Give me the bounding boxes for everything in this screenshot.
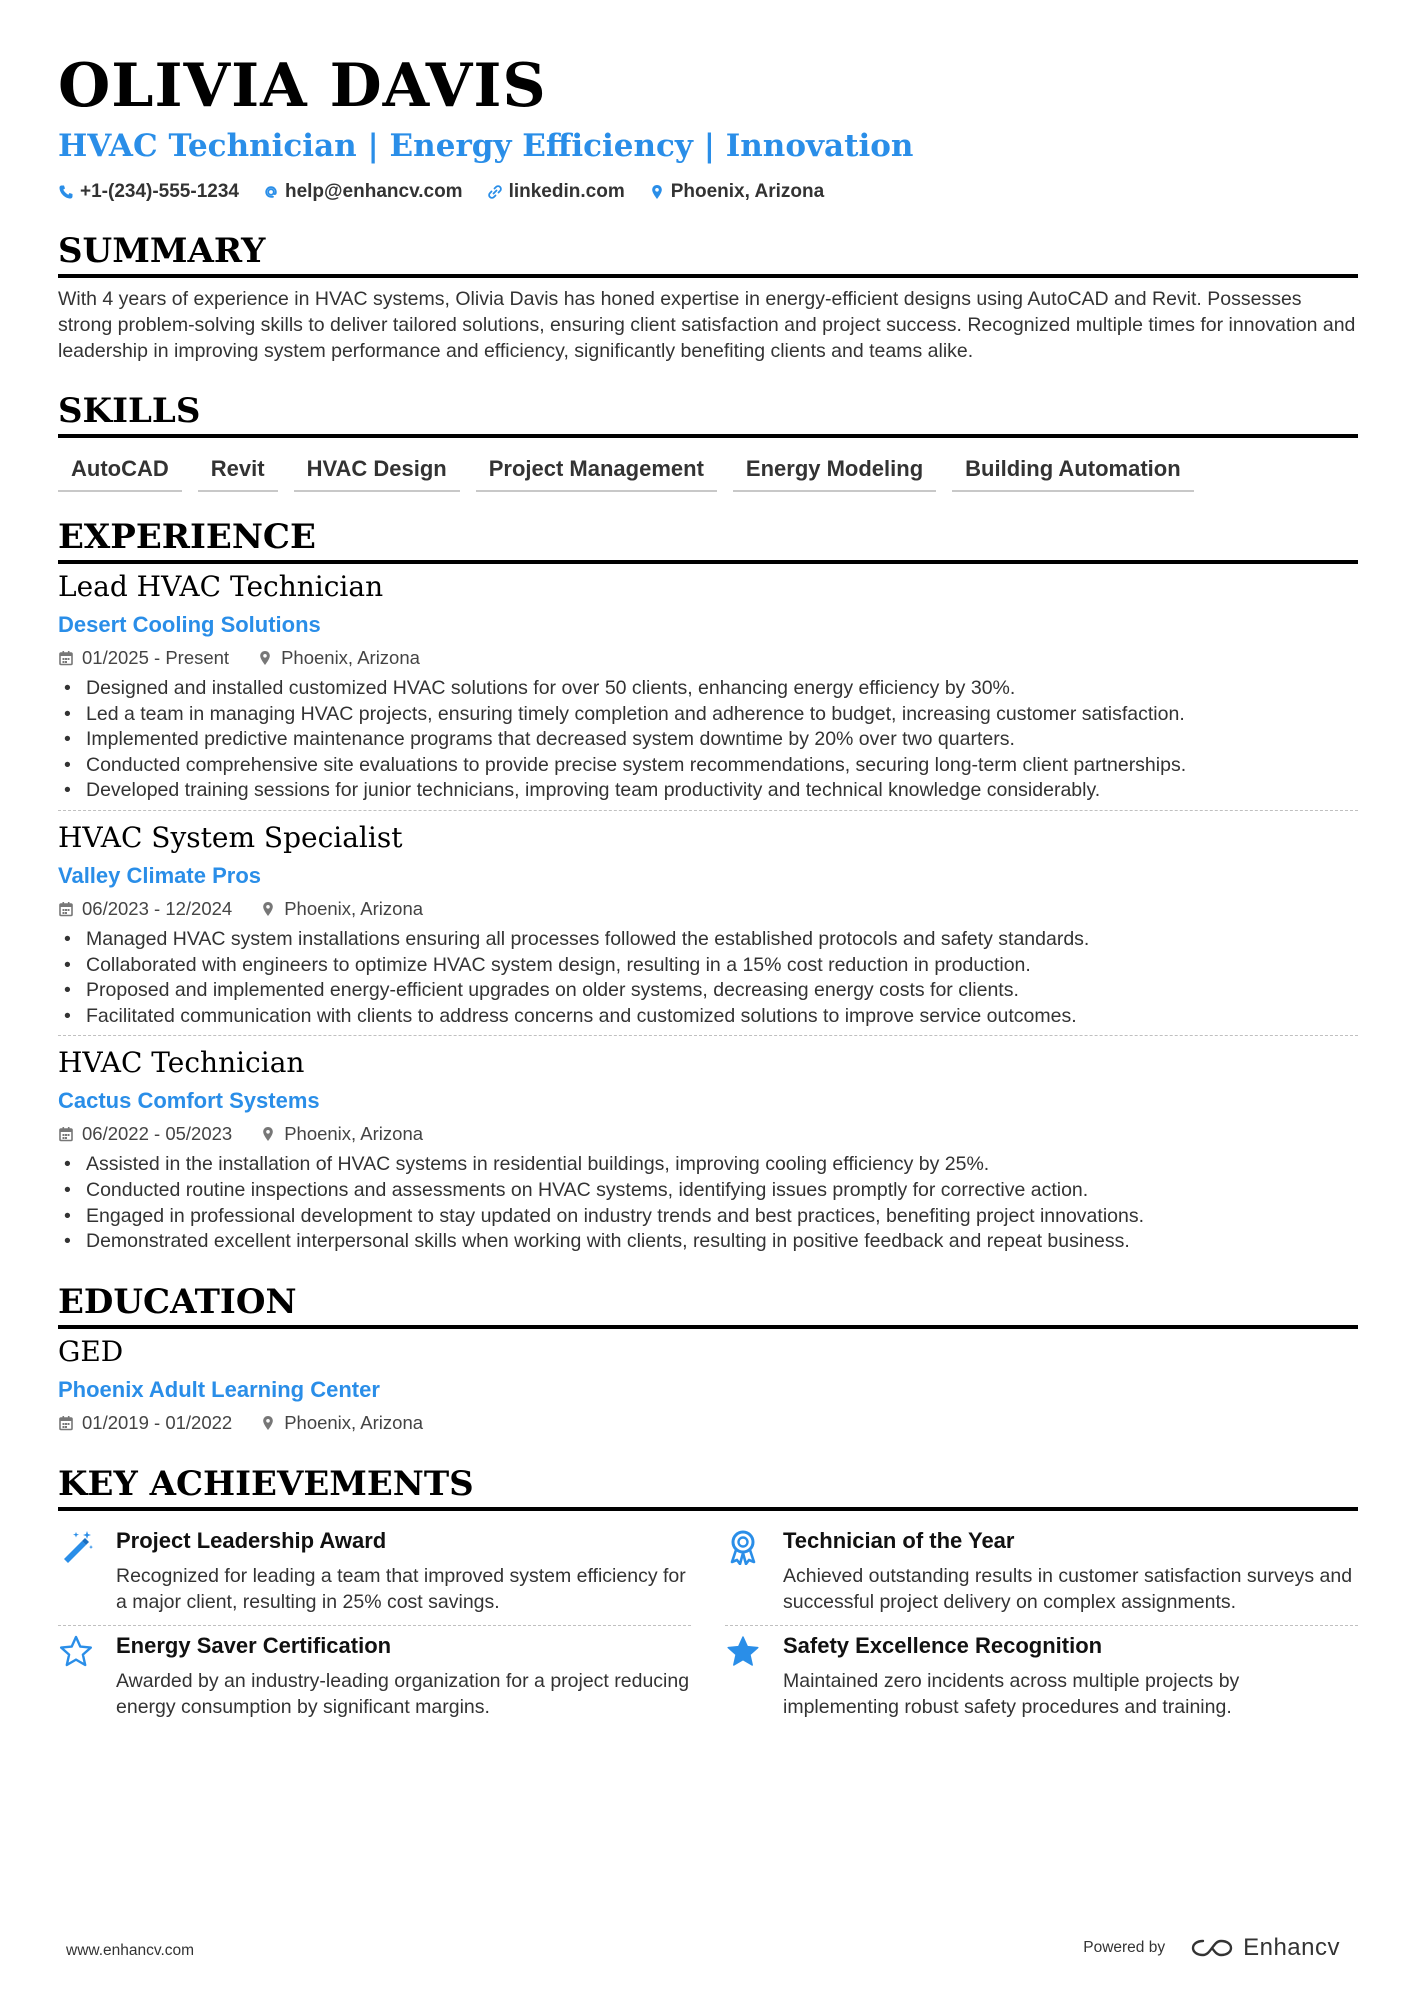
achievement-body: [116, 1525, 691, 1615]
achievement-icon-wrap: [58, 1630, 102, 1720]
achievement-title: Technician of the Year: [783, 1527, 1015, 1553]
job-bullet: • Conducted comprehensive site evaluations to provide precise system recommendations, securing long-term client partnerships.: [58, 753, 1358, 779]
contact-phone-text: +1-(234)-555-1234: [80, 181, 239, 202]
achievement-desc: Maintained zero incidents across multiple projects by implementing robust safety procedures and training.: [783, 1669, 1240, 1718]
education-location: [260, 1411, 423, 1435]
achievement-icon-wrap: [725, 1630, 769, 1720]
skills-list: [58, 452, 1358, 492]
job-dates: [58, 897, 232, 921]
brand-name: Enhancv: [1243, 1934, 1340, 1961]
achievement-title: Project Leadership Award: [116, 1527, 387, 1553]
job-location-text: Phoenix, Arizona: [281, 647, 420, 668]
achievements-title: KEY ACHIEVEMENTS: [58, 1463, 1358, 1511]
education-dates: [58, 1411, 232, 1435]
job-location-text: Phoenix, Arizona: [284, 897, 424, 919]
experience-entry: [58, 1035, 1358, 1260]
calendar-icon: [58, 1415, 74, 1431]
job-dates: [58, 1122, 232, 1146]
resume-header: [58, 50, 1358, 204]
achievement-body: [116, 1630, 691, 1720]
enhancv-logo-icon: [1189, 1936, 1235, 1960]
magic-wand-icon: [58, 1529, 94, 1565]
achievement-item: [725, 1626, 1358, 1730]
job-location: [260, 897, 423, 921]
job-bullets: [58, 676, 1358, 804]
summary-title: SUMMARY: [58, 230, 1358, 278]
contact-phone[interactable]: [58, 180, 239, 204]
education-dates-text: 01/2019 - 01/2022: [82, 1411, 233, 1433]
contact-location-text: Phoenix, Arizona: [670, 181, 825, 202]
candidate-name: OLIVIA DAVIS: [58, 51, 547, 121]
education-location-text: Phoenix, Arizona: [284, 1411, 424, 1433]
education-degree: GED: [58, 1334, 124, 1368]
location-pin-icon: [260, 1415, 276, 1431]
location-pin-icon: [260, 901, 276, 917]
location-pin-icon: [257, 650, 273, 666]
job-bullet: • Developed training sessions for junior technicians, improving team productivity and technical knowledge considerably.: [58, 778, 1358, 804]
skill-tag: AutoCAD: [58, 452, 182, 492]
job-dates-text: 06/2023 - 12/2024: [82, 897, 233, 919]
job-location: [260, 1122, 423, 1146]
job-location-text: Phoenix, Arizona: [284, 1123, 424, 1145]
achievement-title: Energy Saver Certification: [116, 1632, 392, 1658]
experience-entry: [58, 564, 1358, 810]
summary-section: [58, 230, 1358, 364]
contact-linkedin[interactable]: [487, 180, 625, 204]
experience-section: [58, 516, 1358, 1261]
job-meta: [58, 1122, 1358, 1146]
job-bullet: • Managed HVAC system installations ensuring all processes followed the established protocols and safety standards.: [58, 927, 1358, 953]
job-bullet: • Facilitated communication with clients to address concerns and customized solutions to improve service outcomes.: [58, 1004, 1358, 1030]
star-filled-icon: [725, 1634, 761, 1670]
star-outline-icon: [58, 1634, 94, 1670]
achievement-desc: Achieved outstanding results in customer satisfaction surveys and successful project delivery on complex assignments.: [783, 1564, 1353, 1613]
skill-tag: Project Management: [476, 452, 717, 492]
achievement-item: [58, 1521, 691, 1626]
footer-branding: [1083, 1934, 1340, 1962]
summary-text: With 4 years of experience in HVAC systems, Olivia Davis has honed expertise in energy-efficient designs using AutoCAD and Revit. Possesses strong problem-solving skills to deliver tailored solutions, ensuring client satisfaction and project success. Recognized multiple times for innovation and leadership in improving system performance and efficiency, significantly benefiting clients and teams alike.: [58, 288, 1356, 362]
job-bullet: • Collaborated with engineers to optimize HVAC system design, resulting in a 15% cost reduction in production.: [58, 953, 1358, 979]
contact-email-text: help@enhancv.com: [284, 181, 463, 202]
achievement-title: Safety Excellence Recognition: [783, 1632, 1103, 1658]
education-meta: [58, 1411, 1358, 1435]
resume-page: [58, 50, 1358, 1730]
job-title: HVAC System Specialist: [58, 820, 403, 854]
education-school: Phoenix Adult Learning Center: [58, 1376, 380, 1402]
job-bullet: • Engaged in professional development to stay updated on industry trends and best practices, benefiting project innovations.: [58, 1204, 1358, 1230]
calendar-icon: [58, 650, 74, 666]
job-meta: [58, 897, 1358, 921]
skill-tag: Revit: [198, 452, 278, 492]
at-icon: [263, 184, 279, 200]
achievement-desc: Recognized for leading a team that improved system efficiency for a major client, resulting in 25% cost savings.: [116, 1564, 686, 1613]
award-ribbon-icon: [725, 1529, 761, 1565]
job-company: Valley Climate Pros: [58, 862, 261, 888]
contact-linkedin-text: linkedin.com: [508, 181, 625, 202]
job-dates-text: 01/2025 - Present: [82, 647, 230, 668]
job-meta: [58, 646, 1358, 670]
achievement-icon-wrap: [58, 1525, 102, 1615]
experience-title: EXPERIENCE: [58, 516, 1358, 564]
job-bullet: • Assisted in the installation of HVAC systems in residential buildings, improving cooling efficiency by 25%.: [58, 1152, 1358, 1178]
candidate-headline: HVAC Technician | Energy Efficiency | Innovation: [58, 128, 914, 164]
job-title: HVAC Technician: [58, 1046, 305, 1080]
link-icon: [487, 184, 503, 200]
education-title: EDUCATION: [58, 1281, 1358, 1329]
education-section: [58, 1281, 1358, 1441]
job-dates-text: 06/2022 - 05/2023: [82, 1123, 233, 1145]
job-bullets: [58, 1152, 1358, 1254]
contact-bar: [58, 180, 1358, 204]
skills-title: SKILLS: [58, 390, 1358, 438]
achievement-desc: Awarded by an industry-leading organization for a project reducing energy consumption by significant margins.: [116, 1669, 690, 1718]
job-title: Lead HVAC Technician: [58, 570, 384, 603]
calendar-icon: [58, 901, 74, 917]
job-bullets: [58, 927, 1358, 1029]
achievement-body: [783, 1525, 1358, 1615]
contact-email[interactable]: [263, 180, 463, 204]
job-bullet: • Conducted routine inspections and assessments on HVAC systems, identifying issues promptly for corrective action.: [58, 1178, 1358, 1204]
calendar-icon: [58, 1126, 74, 1142]
location-pin-icon: [649, 184, 665, 200]
education-entry: [58, 1329, 1358, 1441]
location-pin-icon: [260, 1126, 276, 1142]
job-bullet: • Demonstrated excellent interpersonal skills when working with clients, resulting in positive feedback and repeat business.: [58, 1229, 1358, 1255]
phone-icon: [58, 184, 74, 200]
brand-logo[interactable]: [1189, 1934, 1340, 1962]
achievement-icon-wrap: [725, 1525, 769, 1615]
skill-tag: Energy Modeling: [733, 452, 936, 492]
experience-entry: [58, 810, 1358, 1035]
footer-website[interactable]: www.enhancv.com: [66, 1942, 195, 1959]
powered-by-label: Powered by: [1083, 1939, 1166, 1956]
job-bullet: • Proposed and implemented energy-efficient upgrades on older systems, decreasing energy costs for clients.: [58, 978, 1358, 1004]
job-company: Cactus Comfort Systems: [58, 1088, 320, 1114]
job-bullet: • Implemented predictive maintenance programs that decreased system downtime by 20% over two quarters.: [58, 727, 1358, 753]
job-dates: [58, 646, 229, 670]
job-bullet: • Led a team in managing HVAC projects, ensuring timely completion and adherence to budget, increasing customer satisfaction.: [58, 702, 1358, 728]
achievement-item: [725, 1521, 1358, 1626]
achievement-item: [58, 1626, 691, 1730]
achievements-grid: [58, 1521, 1358, 1730]
skill-tag: Building Automation: [952, 452, 1193, 492]
achievement-body: [783, 1630, 1358, 1720]
job-location: [257, 646, 420, 670]
skill-tag: HVAC Design: [294, 452, 460, 492]
achievements-section: [58, 1463, 1358, 1730]
job-company: Desert Cooling Solutions: [58, 612, 321, 637]
contact-location: [649, 180, 824, 204]
job-bullet: • Designed and installed customized HVAC solutions for over 50 clients, enhancing energy efficiency by 30%.: [58, 676, 1358, 702]
skills-section: [58, 390, 1358, 492]
